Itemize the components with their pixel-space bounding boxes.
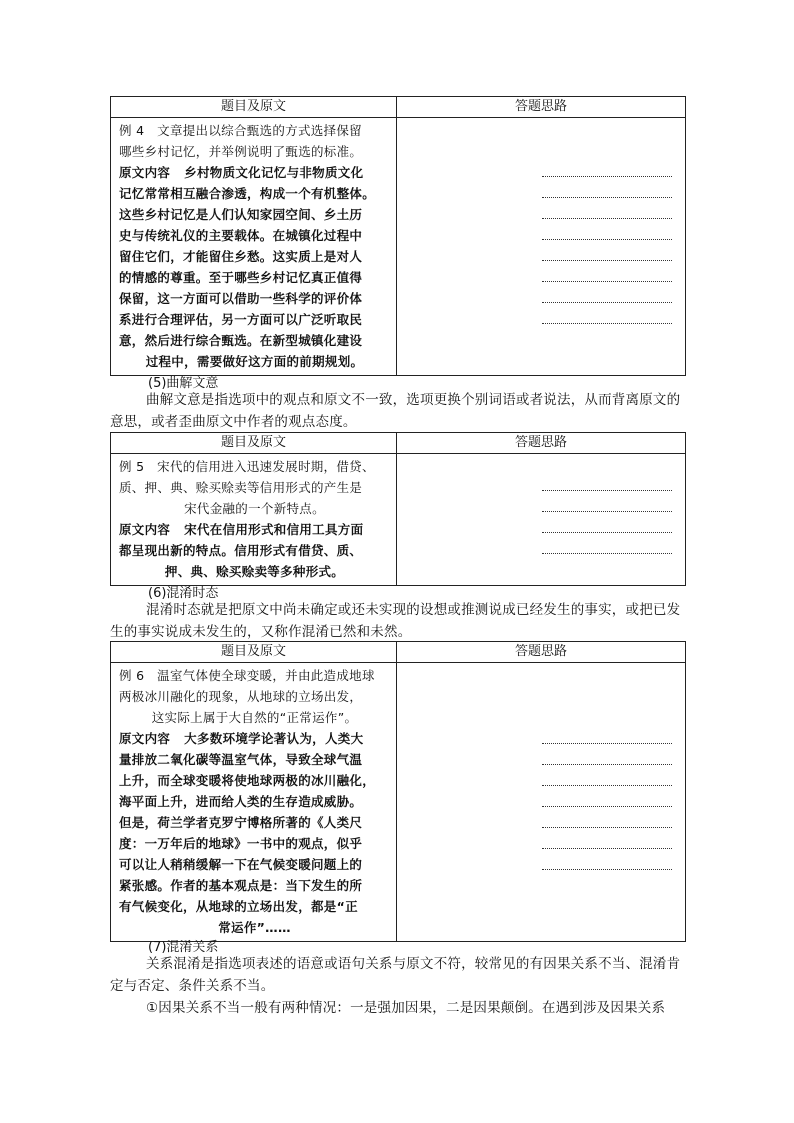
example-6-table: [110, 641, 686, 942]
source-label: 原文内容: [119, 522, 171, 537]
answer-line: [542, 176, 672, 177]
source-line: 量排放二氧化碳等温室气体，导致全球气温: [119, 752, 363, 767]
example-label: 例 4: [119, 123, 145, 138]
source-line: 系进行合理评估，另一方面可以广泛听取民: [119, 312, 363, 327]
answer-line: [542, 197, 672, 198]
example-label: 例 6: [119, 668, 145, 683]
section-paragraph: 关系混淆是指选项表述的语意或语句关系与原文不符，较常见的有因果关系不当、混淆肯定与否定、条件关系不当。: [110, 956, 681, 994]
answer-line: [542, 490, 672, 491]
header-question: 题目及原文: [111, 97, 397, 118]
source-line: 海平面上升，进而给人类的生存造成威胁。: [119, 794, 363, 809]
answer-line: [542, 743, 672, 744]
answer-area[interactable]: [397, 454, 686, 586]
source-line: 的情感的尊重。至于哪些乡村记忆真正值得: [119, 270, 363, 285]
answer-line: [542, 511, 672, 512]
example-6-content: [111, 663, 396, 941]
header-answer: 答题思路: [397, 642, 686, 663]
section-heading: (7)混淆关系: [148, 940, 219, 955]
answer-line: [542, 281, 672, 282]
question-line: 宋代的信用进入迅速发展时期，借贷、: [157, 459, 375, 474]
section-paragraph: 曲解文意是指选项中的观点和原文不一致，选项更换个别词语或者说法，从而背离原文的意思，或者歪曲原文中作者的观点态度。: [110, 392, 681, 430]
source-line: 可以让人稍稍缓解一下在气候变暖问题上的: [119, 857, 363, 872]
source-line: 记忆常常相互融合渗透，构成一个有机整体。: [119, 186, 376, 201]
answer-line: [542, 827, 672, 828]
header-question: 题目及原文: [111, 642, 397, 663]
source-line: 留住它们，才能留住乡愁。这实质上是对人: [119, 249, 363, 264]
answer-line: [542, 869, 672, 870]
source-label: 原文内容: [119, 731, 171, 746]
answer-line: [542, 260, 672, 261]
header-answer: 答题思路: [397, 433, 686, 454]
question-line: 哪些乡村记忆，并举例说明了甄选的标准。: [119, 144, 363, 159]
section-paragraph: ①因果关系不当一般有两种情况：一是强加因果，二是因果颠倒。在遇到涉及因果关系: [146, 1000, 666, 1016]
answer-line: [542, 553, 672, 554]
source-line: 宋代在信用形式和信用工具方面: [184, 522, 364, 537]
source-line: 常运作”……: [218, 920, 291, 935]
answer-line: [542, 239, 672, 240]
source-line: 度：一万年后的地球》一书中的观点，似乎: [119, 836, 363, 851]
source-line: 押、典、赊买赊卖等多种形式。: [164, 564, 345, 579]
header-question: 题目及原文: [111, 433, 397, 454]
source-line: 紧张感。作者的基本观点是：当下发生的所: [119, 878, 363, 893]
source-line: 这些乡村记忆是人们认知家园空间、乡土历: [119, 207, 363, 222]
example-4-table: [110, 96, 686, 376]
question-line: 这实际上属于大自然的“正常运作”。: [151, 710, 358, 725]
answer-line: [542, 848, 672, 849]
source-line: 有气候变化，从地球的立场出发，都是“正: [119, 899, 358, 914]
source-line: 意，然后进行综合甄选。在新型城镇化建设: [119, 333, 363, 348]
answer-area[interactable]: [397, 118, 686, 376]
source-line: 史与传统礼仪的主要载体。在城镇化过程中: [119, 228, 363, 243]
example-5-table: [110, 432, 686, 586]
example-label: 例 5: [119, 459, 145, 474]
section-heading: (5)曲解文意: [148, 376, 219, 391]
question-line: 宋代金融的一个新特点。: [184, 501, 325, 516]
source-line: 大多数环境学论著认为，人类大: [184, 731, 364, 746]
answer-line: [542, 323, 672, 324]
answer-area[interactable]: [397, 663, 686, 942]
answer-line: [542, 806, 672, 807]
question-line: 质、押、典、赊买赊卖等信用形式的产生是: [119, 480, 363, 495]
source-line: 保留，这一方面可以借助一些科学的评价体: [119, 291, 363, 306]
example-4-content: [111, 118, 396, 375]
source-line: 但是，荷兰学者克罗宁博格所著的《人类尺: [119, 815, 363, 830]
answer-line: [542, 764, 672, 765]
source-line: 都呈现出新的特点。信用形式有借贷、质、: [119, 543, 363, 558]
example-5-content: [111, 454, 396, 585]
source-line: 过程中，需要做好这方面的前期规划。: [145, 354, 364, 369]
answer-line: [542, 785, 672, 786]
header-answer: 答题思路: [397, 97, 686, 118]
source-label: 原文内容: [119, 165, 171, 180]
question-line: 温室气体使全球变暖，并由此造成地球: [157, 668, 375, 683]
question-line: 两极冰川融化的现象，从地球的立场出发，: [119, 689, 363, 704]
answer-line: [542, 532, 672, 533]
source-line: 上升，而全球变暖将使地球两极的冰川融化，: [119, 773, 376, 788]
answer-line: [542, 302, 672, 303]
section-paragraph: 混淆时态就是把原文中尚未确定或还未实现的设想或推测说成已经发生的事实，或把已发生的事实说成未发生的，又称作混淆已然和未然。: [110, 602, 681, 640]
question-line: 文章提出以综合甄选的方式选择保留: [157, 123, 362, 138]
answer-line: [542, 218, 672, 219]
section-heading: (6)混淆时态: [148, 586, 219, 601]
source-line: 乡村物质文化记忆与非物质文化: [184, 165, 364, 180]
